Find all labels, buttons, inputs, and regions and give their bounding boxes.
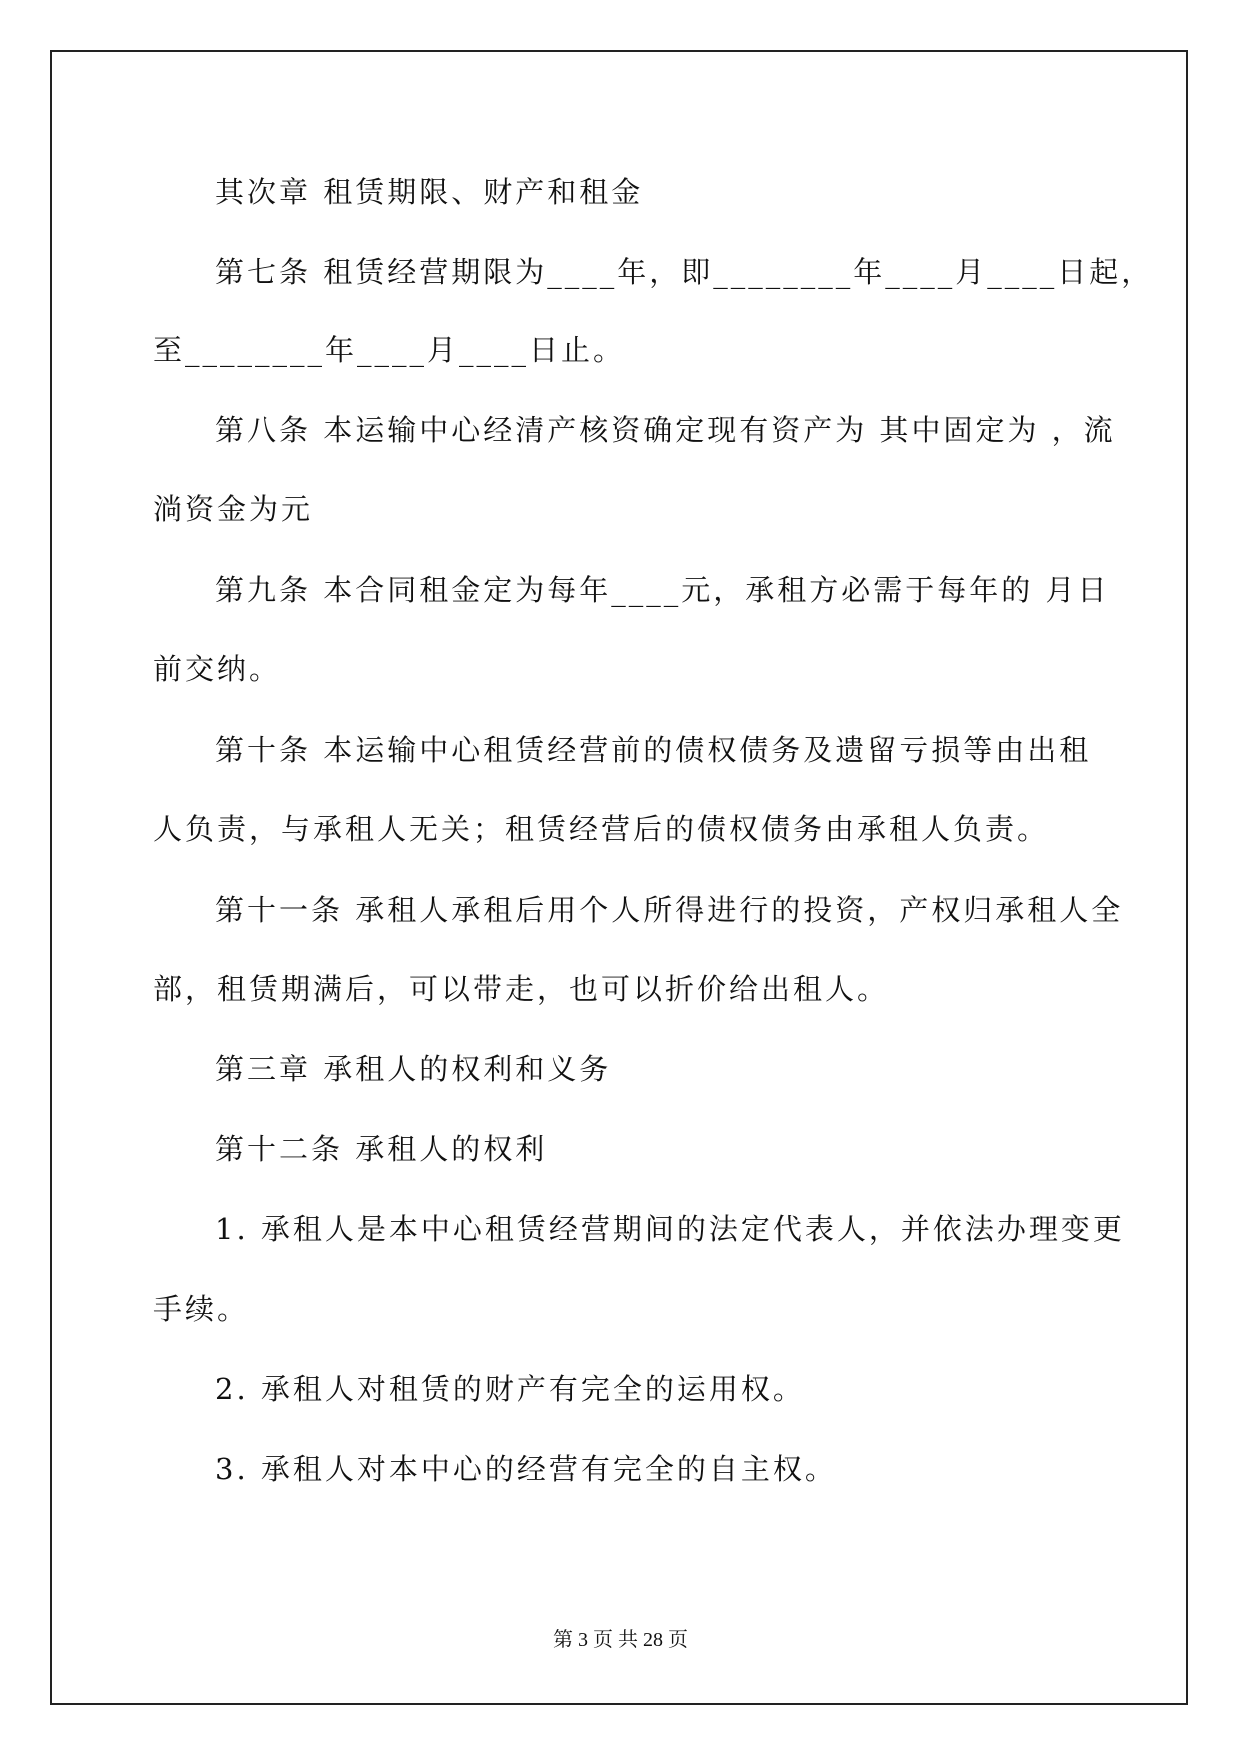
article-11-line-2: 部，租赁期满后，可以带走，也可以折价给出租人。: [153, 972, 890, 1006]
article-10-line-1: 第十条 本运输中心租赁经营前的债权债务及遗留亏损等由出租: [215, 733, 1092, 767]
article-7-line-2: 至________年____月____日止。: [153, 333, 626, 367]
chapter-3-heading: 第三章 承租人的权利和义务: [215, 1052, 612, 1086]
article-8-line-2: 淌资金为元: [153, 492, 314, 526]
article-8-line-1: 第八条 本运输中心经清产核资确定现有资产为 其中固定为 ，流: [215, 413, 1116, 447]
clause-1-line-1: 1. 承租人是本中心租赁经营期间的法定代表人，并依法办理变更: [215, 1212, 1125, 1246]
article-11-line-1: 第十一条 承租人承租后用个人所得进行的投资，产权归承租人全: [215, 893, 1124, 927]
article-9-line-1: 第九条 本合同租金定为每年____元，承租方必需于每年的 月日: [215, 573, 1110, 607]
article-12-heading: 第十二条 承租人的权利: [215, 1132, 548, 1166]
chapter-2-heading: 其次章 租赁期限、财产和租金: [215, 175, 644, 209]
page-number-footer: 第 3 页 共 28 页: [553, 1629, 688, 1651]
article-9-line-2: 前交纳。: [153, 652, 282, 686]
clause-2: 2. 承租人对租赁的财产有完全的运用权。: [215, 1372, 805, 1406]
article-10-line-2: 人负责，与承租人无关；租赁经营后的债权债务由承租人负责。: [153, 812, 1050, 846]
article-7-line-1: 第七条 租赁经营期限为____年，即________年____月____日起，: [215, 255, 1154, 289]
clause-3: 3. 承租人对本中心的经营有完全的自主权。: [215, 1452, 837, 1486]
clause-1-line-2: 手续。: [153, 1292, 250, 1326]
